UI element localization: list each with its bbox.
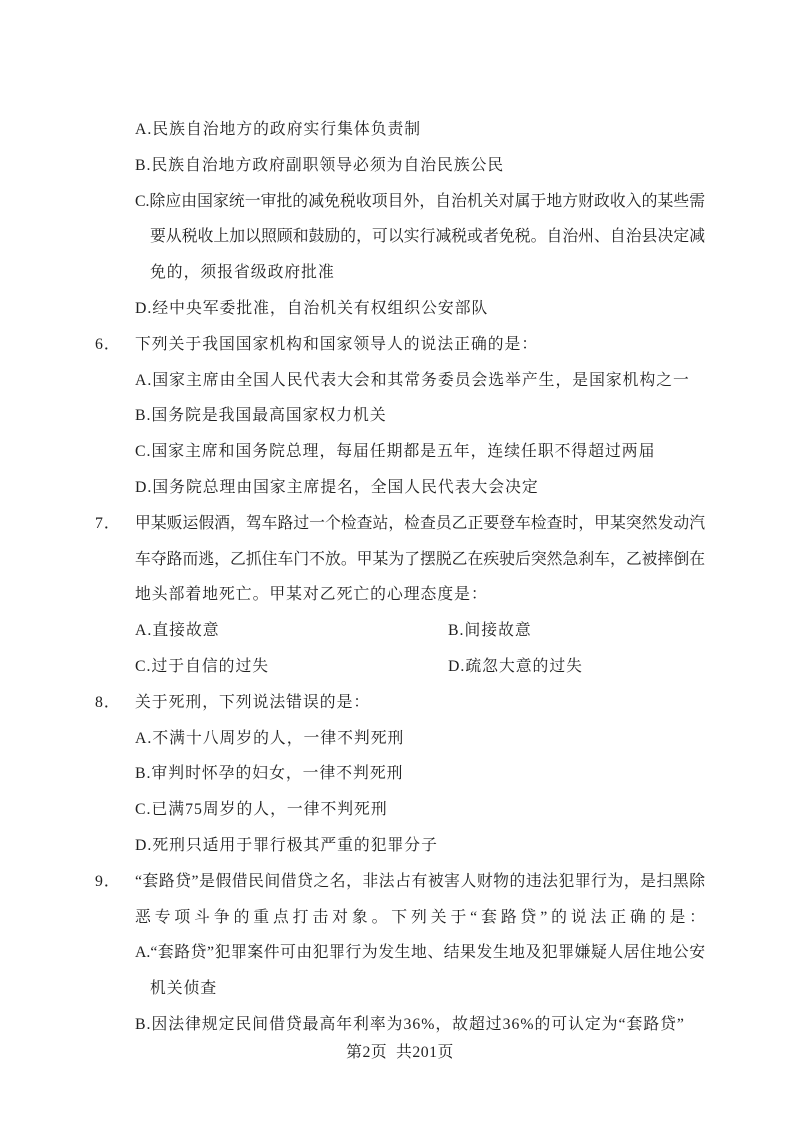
question-9-stem-line-1: “套路贷”是假借民间借贷之名，非法占有被害人财物的违法犯罪行为，是扫黑除 [135, 872, 705, 890]
question-7-stem-line-2: 车夺路而逃，乙抓住车门不放。甲某为了摆脱乙在疾驶后突然急刹车，乙被摔倒在 [135, 550, 705, 568]
q5-option-c-line-1: C.除应由国家统一审批的减免税收项目外，自治机关对属于地方财政收入的某些需 [135, 192, 705, 210]
q5-option-d: D.经中央军委批准，自治机关有权组织公安部队 [135, 299, 489, 317]
question-5-options [0, 112, 800, 327]
question-7-number: 7． [95, 514, 121, 532]
q6-option-a: A.国家主席由全国人民代表大会和其常务委员会选举产生，是国家机构之一 [135, 371, 690, 389]
q5-option-b: B.民族自治地方政府副职领导必须为自治民族公民 [135, 156, 505, 174]
q9-option-a-line-2: 机关侦查 [150, 980, 218, 998]
q5-option-c-line-2: 要从税收上加以照顾和鼓励的，可以实行减税或者免税。自治州、自治县决定减 [150, 228, 705, 246]
q5-option-a: A.民族自治地方的政府实行集体负责制 [135, 121, 422, 138]
q8-option-a: A.不满十八周岁的人，一律不判死刑 [135, 729, 405, 747]
q8-option-d: D.死刑只适用于罪行极其严重的犯罪分子 [135, 836, 438, 854]
q7-option-d: D.疏忽大意的过失 [448, 657, 583, 675]
question-9-stem-line-2: 恶专项斗争的重点打击对象。下列关于“套路贷”的说法正确的是： [135, 908, 705, 926]
question-7 [0, 506, 800, 685]
question-7-stem-line-1: 甲某贩运假酒，驾车路过一个检查站，检查员乙正要登车检查时，甲某突然发动汽 [135, 514, 705, 532]
q8-option-c: C.已满75周岁的人，一律不判死刑 [135, 801, 388, 819]
q7-options-row-2 [135, 649, 800, 685]
question-8-stem: 关于死刑，下列说法错误的是： [135, 693, 371, 711]
question-7-stem-line-3: 地头部着地死亡。甲某对乙死亡的心理态度是： [135, 586, 488, 604]
page-content [0, 112, 800, 1043]
q7-option-b: B.间接故意 [448, 622, 532, 640]
question-9-number: 9． [95, 872, 121, 890]
q8-option-b: B.审判时怀孕的妇女，一律不判死刑 [135, 765, 404, 783]
q6-option-d: D.国务院总理由国家主席提名，全国人民代表大会决定 [135, 478, 539, 496]
q9-option-b: B.因法律规定民间借贷最高年利率为36%，故超过36%的可认定为“套路贷” [135, 1015, 685, 1033]
question-6-number: 6． [95, 335, 121, 353]
q6-option-c: C.国家主席和国务院总理，每届任期都是五年，连续任职不得超过两届 [135, 443, 656, 461]
question-6 [0, 327, 800, 506]
question-9 [0, 864, 800, 1043]
question-8-number: 8． [95, 693, 121, 711]
q7-options-row-1 [135, 613, 800, 649]
q7-option-c: C.过于自信的过失 [135, 657, 270, 675]
q7-option-a: A.直接故意 [135, 622, 220, 640]
page-footer: 第2页 共201页 [346, 1044, 454, 1061]
q5-option-c-line-3: 免的，须报省级政府批准 [150, 264, 335, 282]
question-8 [0, 685, 800, 864]
q6-option-b: B.国务院是我国最高国家权力机关 [135, 407, 387, 425]
question-6-stem: 下列关于我国国家机构和国家领导人的说法正确的是： [135, 335, 539, 353]
q9-option-a-line-1: A.“套路贷”犯罪案件可由犯罪行为发生地、结果发生地及犯罪嫌疑人居住地公安 [135, 944, 705, 962]
